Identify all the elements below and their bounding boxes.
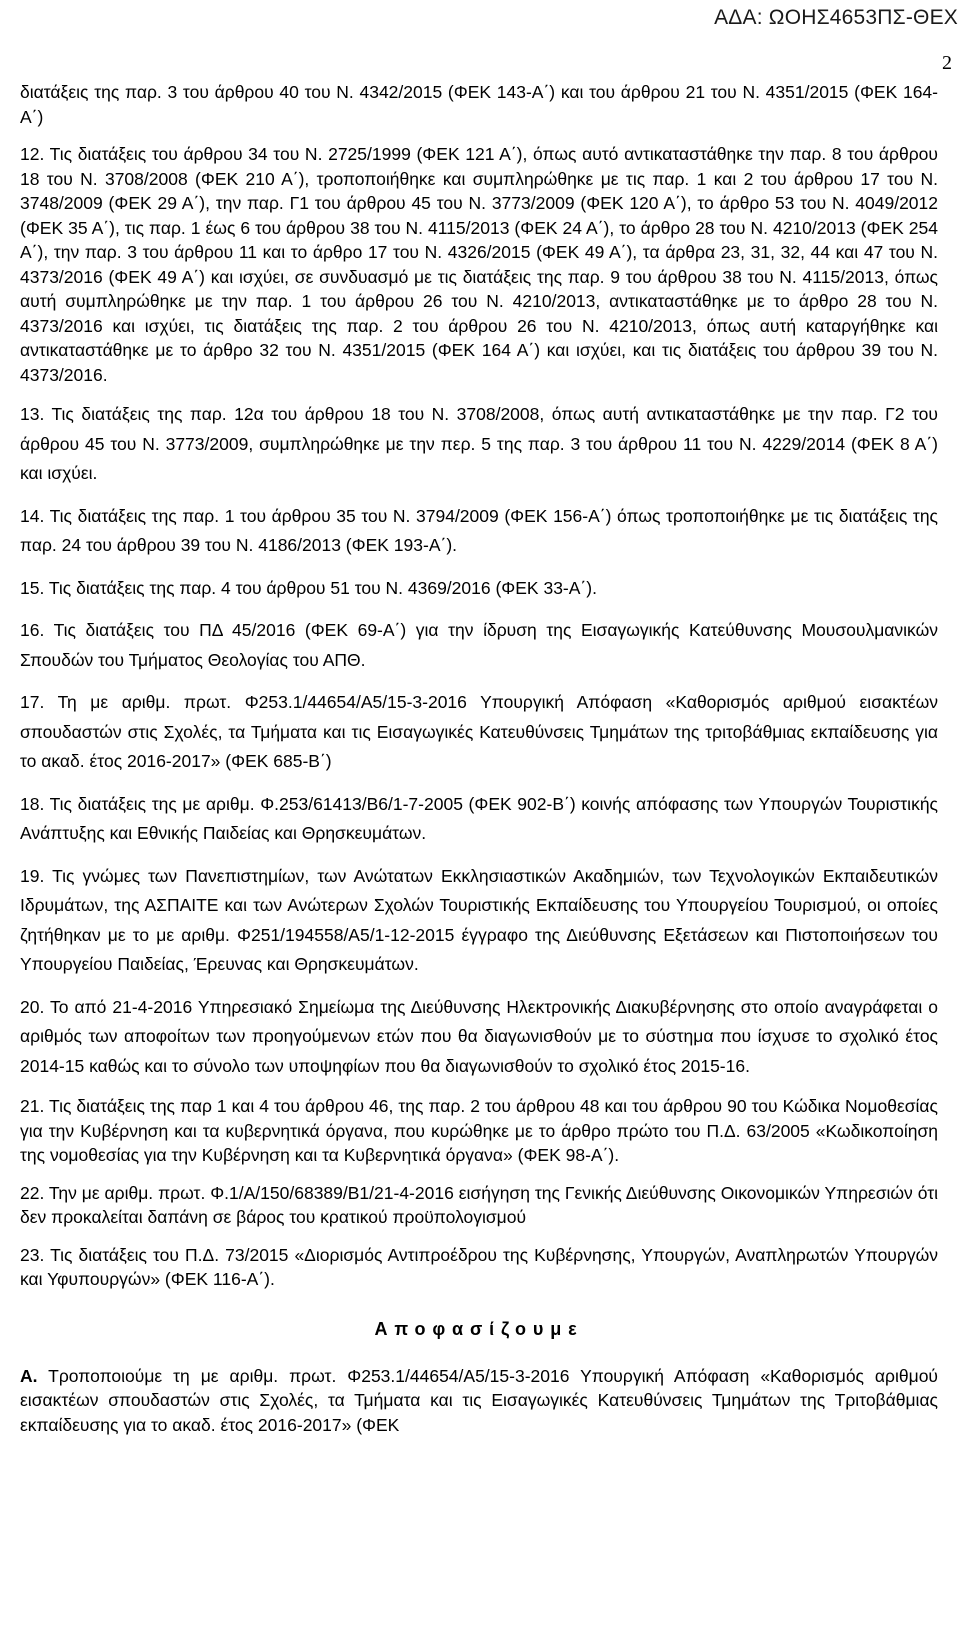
- paragraph-18: 18. Τις διατάξεις της με αριθμ. Φ.253/61413/Β6/1-7-2005 (ΦΕΚ 902-Β΄) κοινής απόφασης των Υπουργών Τουριστικής Ανάπτυξης και Εθνικής Παιδείας και Θρησκευμάτων.: [20, 793, 938, 843]
- section-a-label: Α.: [20, 1365, 38, 1386]
- paragraph-12: 12. Τις διατάξεις του άρθρου 34 του Ν. 2725/1999 (ΦΕΚ 121 Α΄), όπως αυτό αντικαταστάθηκε την παρ. 8 του άρθρου 18 του Ν. 3708/2008 (ΦΕΚ 210 Α΄), τροποποιήθηκε και συμπληρώθηκε με τις παρ. 1 και 2 του άρθρου 17 του Ν. 3748/2009 (ΦΕΚ 29 Α΄), την παρ. Γ1 του άρθρου 45 του Ν. 3773/2009 (ΦΕΚ 120 Α΄), το άρθρο 53 του Ν. 4049/2012 (ΦΕΚ 35 Α΄), τις παρ. 1 έως 6 του άρθρου 38 του Ν. 4115/2013 (ΦΕΚ 24 Α΄), το άρθρο 28 του Ν. 4210/2013 (ΦΕΚ 254 Α΄), την παρ. 3 του άρθρου 11 και το άρθρο 17 του Ν. 4326/2015 (ΦΕΚ 49 Α΄), τα άρθρα 23, 31, 32, 44 και 47 του Ν. 4373/2016 (ΦΕΚ 49 Α΄) και ισχύει, σε συνδυασμό με τις διατάξεις της παρ. 9 του άρθρου 38 του Ν. 4115/2013, όπως αυτή συμπληρώθηκε με την παρ. 1 του άρθρου 26 του Ν. 4210/2013, αντικαταστάθηκε με το άρθρο 28 του Ν. 4373/2016 και ισχύει, τις διατάξεις της παρ. 2 του άρθρου 26 του Ν. 4210/2013, όπως αυτή καταργήθηκε και αντικαταστάθηκε με το άρθρο 32 του Ν. 4351/2015 (ΦΕΚ 164 Α΄) και ισχύει, και τις διατάξεις του άρθρου 39 του Ν. 4373/2016.: [20, 144, 938, 385]
- paragraph-17: 17. Τη με αριθμ. πρωτ. Φ253.1/44654/Α5/15-3-2016 Υπουργική Απόφαση «Καθορισμός αριθμού εισακτέων σπουδαστών στις Σχολές, τα Τμήματα και τις Εισαγωγικές Κατευθύνσεις Τμημάτων της τριτοβάθμιας εκπαίδευσης για το ακαδ. έτος 2016-2017» (ΦΕΚ 685-Β΄): [20, 692, 938, 771]
- ada-code: ΑΔΑ: ΩΟΗΣ4653ΠΣ-ΘΕΧ: [714, 6, 958, 29]
- page-number: 2: [942, 52, 952, 74]
- paragraph-22: 22. Την με αριθμ. πρωτ. Φ.1/Α/150/68389/Β1/21-4-2016 εισήγηση της Γενικής Διεύθυνσης Οικονομικών Υπηρεσιών ότι δεν προκαλείται δαπάνη σε βάρος του κρατικού προϋπολογισμού: [20, 1182, 938, 1227]
- paragraph-15: 15. Τις διατάξεις της παρ. 4 του άρθρου 51 του Ν. 4369/2016 (ΦΕΚ 33-Α΄).: [20, 577, 597, 598]
- section-a-text: Τροποποιούμε τη με αριθμ. πρωτ. Φ253.1/44654/Α5/15-3-2016 Υπουργική Απόφαση «Καθορισμός αριθμού εισακτέων σπουδαστών στις Σχολές, τα Τμήματα και τις Εισαγωγικές Κατευθύνσεις Τμημάτων της Τριτοβάθμιας εκπαίδευσης για το ακαδ. έτος 2016-2017» (ΦΕΚ: [20, 1365, 939, 1435]
- section-a: [20, 1364, 938, 1438]
- paragraph-14: 14. Τις διατάξεις της παρ. 1 του άρθρου 35 του Ν. 3794/2009 (ΦΕΚ 156-Α΄) όπως τροποποιήθηκε με τις διατάξεις της παρ. 24 του άρθρου 39 του Ν. 4186/2013 (ΦΕΚ 193-Α΄).: [20, 505, 938, 555]
- paragraph-23: 23. Τις διατάξεις του Π.Δ. 73/2015 «Διορισμός Αντιπροέδρου της Κυβέρνησης, Υπουργών, Αναπληρωτών Υπουργών και Υφυπουργών» (ΦΕΚ 116-Α΄).: [20, 1244, 938, 1289]
- paragraph-16: 16. Τις διατάξεις του ΠΔ 45/2016 (ΦΕΚ 69-Α΄) για την ίδρυση της Εισαγωγικής Κατεύθυνσης Μουσουλμανικών Σπουδών του Τμήματος Θεολογίας του ΑΠΘ.: [20, 620, 938, 670]
- paragraph-21: 21. Τις διατάξεις της παρ 1 και 4 του άρθρου 46, της παρ. 2 του άρθρου 48 και του άρθρου 90 του Κώδικα Νομοθεσίας για την Κυβέρνηση και τα κυβερνητικά όργανα, που κυρώθηκε με το άρθρο πρώτο του Π.Δ. 63/2005 «Κωδικοποίηση της νομοθεσίας για την Κυβέρνηση και τα Κυβερνητικά όργανα» (ΦΕΚ 98-Α΄).: [20, 1096, 938, 1165]
- document-body: [20, 80, 938, 1437]
- decision-heading: Αποφασίζουμε: [374, 1318, 584, 1339]
- paragraph-19: 19. Τις γνώμες των Πανεπιστημίων, των Ανώτατων Εκκλησιαστικών Ακαδημιών, των Τεχνολογικών Εκπαιδευτικών Ιδρυμάτων, της ΑΣΠΑΙΤΕ και των Ανώτερων Σχολών Τουριστικής Εκπαίδευσης του Υπουργείου Τουρισμού, οι οποίες ζητήθηκαν με το με αριθμ. Φ251/194558/Α5/1-12-2015 έγγραφο της Διεύθυνσης Εξετάσεων και Πιστοποιήσεων του Υπουργείου Παιδείας, Έρευνας και Θρησκευμάτων.: [20, 865, 938, 974]
- paragraph-20: 20. Το από 21-4-2016 Υπηρεσιακό Σημείωμα της Διεύθυνσης Ηλεκτρονικής Διακυβέρνησης στο οποίο αναγράφεται ο αριθμός των αποφοίτων των προηγούμενων ετών που θα διαγωνισθούν με το σύστημα που ίσχυσε το σχολικό έτος 2014-15 καθώς και το σύνολο των υποψηφίων που θα διαγωνισθούν το σχολικό έτος 2015-16.: [20, 996, 938, 1076]
- paragraph-11-tail: διατάξεις της παρ. 3 του άρθρου 40 του Ν. 4342/2015 (ΦΕΚ 143-Α΄) και του άρθρου 21 του Ν. 4351/2015 (ΦΕΚ 164-Α΄): [20, 82, 938, 127]
- paragraph-13: 13. Τις διατάξεις της παρ. 12α του άρθρου 18 του Ν. 3708/2008, όπως αυτή αντικαταστάθηκε με την παρ. Γ2 του άρθρου 45 του Ν. 3773/2009, συμπληρώθηκε με την περ. 5 της παρ. 3 του άρθρου 11 του Ν. 4229/2014 (ΦΕΚ 8 Α΄) και ισχύει.: [20, 404, 938, 483]
